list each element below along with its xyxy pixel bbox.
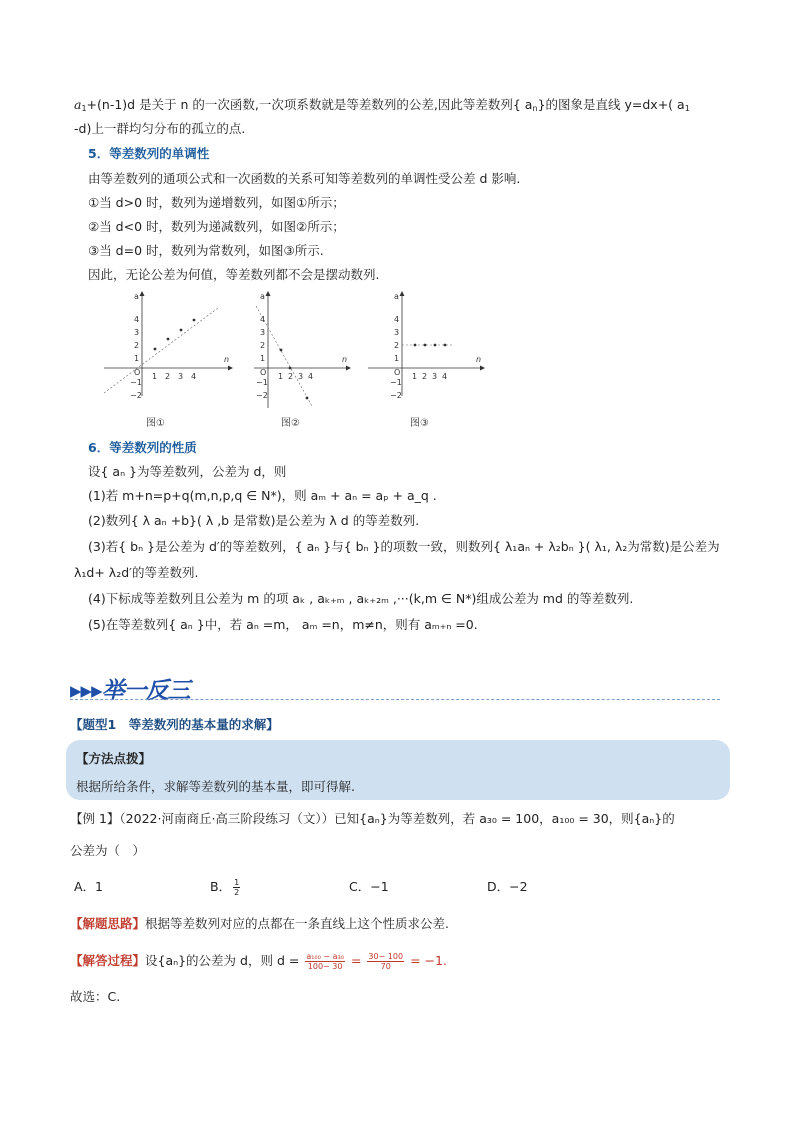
svg-text:n: n bbox=[342, 355, 348, 364]
section6-p5: (5)在等差数列{ aₙ }中，若 aₙ =m， aₘ =n，m≠n，则有 aₘ₊ₙ =0. bbox=[88, 617, 478, 632]
svg-text:2: 2 bbox=[394, 341, 400, 350]
svg-text:O: O bbox=[134, 368, 141, 377]
section6-heading: 6．等差数列的性质 bbox=[88, 440, 197, 455]
svg-text:−1: −1 bbox=[256, 378, 268, 387]
option-d: D．−2 bbox=[487, 879, 528, 894]
figure-3-caption: 图③ bbox=[410, 418, 429, 429]
svg-text:n: n bbox=[224, 355, 230, 364]
intro-a-term: a bbox=[74, 97, 82, 112]
svg-text:−2: −2 bbox=[390, 391, 402, 400]
option-b-denominator: 2 bbox=[234, 888, 240, 897]
section-banner bbox=[70, 672, 720, 704]
svg-text:2: 2 bbox=[422, 372, 428, 381]
section6-p4: (4)下标成等差数列且公差为 m 的项 aₖ , aₖ₊ₘ , aₖ₊₂ₘ ,···(k,m ∈ N*)组成公差为 md 的等差数列. bbox=[88, 591, 634, 606]
method-tip-body: 根据所给条件，求解等差数列的基本量，即可得解. bbox=[76, 779, 355, 794]
answer-line: 故选：C. bbox=[70, 989, 121, 1004]
svg-text:4: 4 bbox=[442, 372, 448, 381]
solution-result: = −1. bbox=[410, 953, 447, 968]
svg-text:n: n bbox=[476, 355, 482, 364]
svg-text:3: 3 bbox=[298, 372, 304, 381]
svg-text:−1: −1 bbox=[390, 378, 402, 387]
svg-text:1: 1 bbox=[152, 372, 158, 381]
svg-text:−2: −2 bbox=[130, 391, 142, 400]
solution-process-label: 【解答过程】 bbox=[70, 953, 146, 968]
svg-text:1: 1 bbox=[134, 354, 140, 363]
option-b bbox=[210, 878, 242, 897]
solution-fraction-2 bbox=[367, 952, 404, 971]
question-type-title: 【题型1 等差数列的基本量的求解】 bbox=[70, 717, 279, 732]
svg-text:1: 1 bbox=[394, 354, 400, 363]
intro-line-1: $a_1+(n-1)d$ 是关于 n 的一次函数,一次项系数就是等差数列的公差,因此等差数列{ $a_n$}的图象是直线 y=dx+( $a_1$ bbox=[74, 97, 690, 113]
svg-text:1: 1 bbox=[260, 354, 266, 363]
svg-text:−2: −2 bbox=[256, 391, 268, 400]
method-tip-box bbox=[66, 740, 730, 800]
section5-p5: 因此，无论公差为何值，等差数列都不会是摆动数列. bbox=[88, 267, 380, 282]
svg-text:a: a bbox=[394, 292, 399, 301]
solution-idea bbox=[70, 915, 449, 933]
svg-text:3: 3 bbox=[178, 372, 184, 381]
svg-text:a: a bbox=[134, 292, 139, 301]
figure-2-decreasing bbox=[254, 291, 351, 408]
svg-text:4: 4 bbox=[308, 372, 314, 381]
svg-text:1: 1 bbox=[278, 372, 284, 381]
figure-3-constant bbox=[368, 291, 485, 400]
monotonicity-figures bbox=[100, 288, 490, 428]
section6-p1: (1)若 m+n=p+q(m,n,p,q ∈ N*)，则 aₘ + aₙ = aₚ + a_q . bbox=[88, 488, 437, 503]
svg-text:4: 4 bbox=[260, 315, 266, 324]
svg-text:a: a bbox=[260, 292, 265, 301]
svg-text:4: 4 bbox=[191, 372, 197, 381]
banner-title: ▸▸▸举一反三 bbox=[70, 677, 190, 704]
svg-text:4: 4 bbox=[134, 315, 140, 324]
section5-p2: ①当 d>0 时，数列为递增数列，如图①所示； bbox=[88, 195, 345, 210]
solution-idea-text: 根据等差数列对应的点都在一条直线上这个性质求公差. bbox=[145, 916, 449, 931]
solution-process bbox=[70, 952, 447, 971]
svg-text:3: 3 bbox=[432, 372, 438, 381]
banner-divider bbox=[70, 699, 720, 700]
fraction-2-numerator: 30− 100 bbox=[368, 952, 404, 961]
solution-fraction-1 bbox=[305, 952, 345, 971]
fraction-2-denominator: 70 bbox=[380, 962, 391, 971]
example-question-line-1: 【例 1】（2022·河南商丘·高三阶段练习（文））已知{aₙ}为等差数列，若 a₃₀ = 100，a₁₀₀ = 30，则{aₙ}的 bbox=[70, 811, 675, 826]
svg-text:2: 2 bbox=[165, 372, 171, 381]
solution-process-text: 设{aₙ}的公差为 d，则 d = bbox=[145, 953, 300, 968]
figure-1-caption: 图① bbox=[146, 418, 165, 429]
figure-1-increasing bbox=[104, 291, 233, 400]
fraction-1-numerator: a₁₀₀ − a₃₀ bbox=[306, 952, 344, 961]
svg-text:3: 3 bbox=[394, 328, 400, 337]
figures-svg bbox=[100, 288, 490, 428]
intro-text-2: }的图象是直线 y=dx+( a bbox=[537, 97, 685, 112]
option-b-fraction bbox=[233, 878, 240, 897]
section5-p1: 由等差数列的通项公式和一次函数的关系可知等差数列的单调性受公差 d 影响. bbox=[88, 171, 521, 186]
svg-text:2: 2 bbox=[134, 341, 140, 350]
svg-text:4: 4 bbox=[394, 315, 400, 324]
solution-idea-label: 【解题思路】 bbox=[70, 916, 146, 931]
section5-heading: 5．等差数列的单调性 bbox=[88, 146, 210, 161]
svg-text:−1: −1 bbox=[130, 378, 142, 387]
method-tip-title: 【方法点拨】 bbox=[76, 751, 152, 766]
figure-2-caption: 图② bbox=[281, 418, 300, 429]
option-b-label: B． bbox=[210, 879, 232, 894]
svg-text:1: 1 bbox=[412, 372, 418, 381]
intro-text-1: +(n-1)d 是关于 n 的一次函数,一次项系数就是等差数列的公差,因此等差数列{ a bbox=[86, 97, 533, 112]
solution-equals: = bbox=[350, 953, 362, 968]
intro-line-2: -d)上一群均匀分布的孤立的点. bbox=[74, 121, 246, 136]
section6-p2: (2)数列{ λ aₙ +b}( λ ,b 是常数)是公差为 λ d 的等差数列. bbox=[88, 513, 420, 528]
svg-text:2: 2 bbox=[288, 372, 294, 381]
fraction-1-denominator: 100− 30 bbox=[307, 962, 343, 971]
section6-p3a: (3)若{ bₙ }是公差为 d′的等差数列，{ aₙ }与{ bₙ }的项数一致，则数列{ λ₁aₙ + λ₂bₙ }( λ₁, λ₂为常数)是公差为 bbox=[88, 539, 720, 554]
section5-p3: ②当 d<0 时，数列为递减数列，如图②所示； bbox=[88, 219, 345, 234]
svg-text:3: 3 bbox=[260, 328, 266, 337]
option-c: C．−1 bbox=[349, 879, 389, 894]
option-a: A．1 bbox=[74, 879, 104, 894]
svg-text:O: O bbox=[394, 368, 401, 377]
svg-text:2: 2 bbox=[260, 341, 266, 350]
svg-text:3: 3 bbox=[134, 328, 140, 337]
svg-text:O: O bbox=[260, 368, 267, 377]
section6-p3b: λ₁d+ λ₂d′的等差数列. bbox=[74, 565, 199, 580]
example-question-line-2: 公差为（ ） bbox=[70, 843, 146, 858]
section5-p4: ③当 d=0 时，数列为常数列，如图③所示. bbox=[88, 243, 324, 258]
option-b-numerator: 1 bbox=[234, 878, 240, 887]
section6-p0: 设{ aₙ }为等差数列，公差为 d，则 bbox=[88, 464, 287, 479]
